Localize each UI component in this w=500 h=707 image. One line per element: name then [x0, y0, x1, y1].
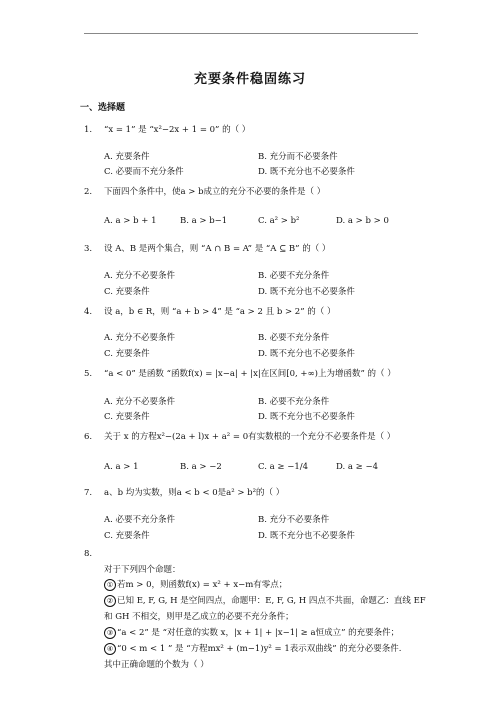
proposition-2-cont: 和 GH 不相交，则甲是乙成立的必要不充分条件；: [104, 612, 294, 622]
question-stem: “x = 1” 是 “x²−2x + 1 = 0” 的（ ）: [104, 125, 251, 135]
question-number: 7.: [84, 488, 93, 498]
circled-number: ③: [104, 627, 116, 639]
option-c: C. a ≥ −1/4: [258, 462, 308, 472]
option-d: D. a > b > 0: [336, 216, 389, 226]
proposition-2: ② 已知 E, F, G, H 是空间四点，命题甲：E, F, G, H 四点不共面，命题乙：直线 EF: [104, 594, 426, 607]
option-a: A. a > b + 1: [104, 216, 157, 226]
question-stem: 设 A、B 是两个集合，则 “A ∩ B = A” 是 “A ⊆ B” 的（ ）: [104, 244, 331, 254]
option-a: A. a > 1: [104, 462, 139, 472]
proposition-3: ③ “a < 2” 是 “对任意的实数 x，|x + 1| + |x−1| ≥ a恒成立” 的充要条件；: [104, 626, 399, 639]
option-a: A. 必要不充分条件: [104, 515, 176, 525]
option-b: B. 必要不充分条件: [258, 333, 330, 343]
option-b: B. 必要不充分条件: [258, 271, 330, 281]
option-b: B. a > b−1: [180, 216, 228, 226]
question-number: 3.: [84, 244, 93, 254]
page-title: 充要条件稳固练习: [193, 72, 306, 87]
option-d: D. 既不充分也不必要条件: [258, 287, 355, 297]
option-d: D. 既不充分也不必要条件: [258, 349, 355, 359]
option-a: A. 充分不必要条件: [104, 271, 176, 281]
proposition-1: ① 若m > 0，则函数f(x) = x² + x−m有零点；: [104, 578, 287, 591]
header-rule: [84, 33, 418, 34]
question-number: 5.: [84, 369, 93, 379]
circled-number: ②: [104, 595, 116, 607]
question-number: 8.: [84, 549, 93, 559]
option-b: B. a > −2: [180, 462, 222, 472]
section-heading: 一、选择题: [80, 103, 126, 113]
option-d: D. 既不充分也不必要条件: [258, 531, 355, 541]
question-stem: “a < 0” 是函数 “函数f(x) = |x−a| + |x|在区间[0, +∞)上为增函数” 的（ ）: [104, 369, 396, 379]
option-b: B. 充分而不必要条件: [258, 152, 338, 162]
option-b: B. 充分不必要条件: [258, 515, 330, 525]
proposition-4: ④ “0 < m < 1 ” 是 “方程mx² + (m−1)y² = 1表示双曲线” 的充分必要条件.: [104, 642, 401, 655]
option-c: C. a² > b²: [258, 216, 300, 226]
option-d: D. 既不充分也不必要条件: [258, 167, 355, 177]
question-8-prompt: 其中正确命题的个数为（ ）: [104, 660, 209, 670]
option-a: A. 充要条件: [104, 152, 150, 162]
option-c: C. 充要条件: [104, 287, 150, 297]
option-d: D. a ≥ −4: [336, 462, 379, 472]
question-number: 2.: [84, 187, 93, 197]
question-stem: a、b 均为实数，则a < b < 0是a² > b²的（ ）: [104, 488, 285, 498]
option-d: D. 既不充分也不必要条件: [258, 412, 355, 422]
question-number: 6.: [84, 432, 93, 442]
question-number: 1.: [84, 125, 93, 135]
question-stem: 设 a，b ∈ R，则 “a + b > 4” 是 “a > 2 且 b > 2” 的（ ）: [104, 307, 336, 317]
question-stem: 关于 x 的方程x²−(2a + l)x + a² = 0有实数根的一个充分不必要条件是（ ）: [104, 432, 396, 442]
option-c: C. 充要条件: [104, 349, 150, 359]
option-b: B. 必要不充分条件: [258, 397, 330, 407]
question-8-intro: 对于下列四个命题：: [104, 565, 181, 575]
option-c: C. 充要条件: [104, 412, 150, 422]
option-a: A. 充分不必要条件: [104, 397, 176, 407]
option-a: A. 充分不必要条件: [104, 333, 176, 343]
circled-number: ④: [104, 643, 116, 655]
circled-number: ①: [104, 579, 116, 591]
option-c: C. 充要条件: [104, 531, 150, 541]
question-stem: 下面四个条件中，使a > b成立的充分不必要的条件是（ ）: [104, 187, 326, 197]
question-number: 4.: [84, 307, 93, 317]
option-c: C. 必要而不充分条件: [104, 167, 184, 177]
